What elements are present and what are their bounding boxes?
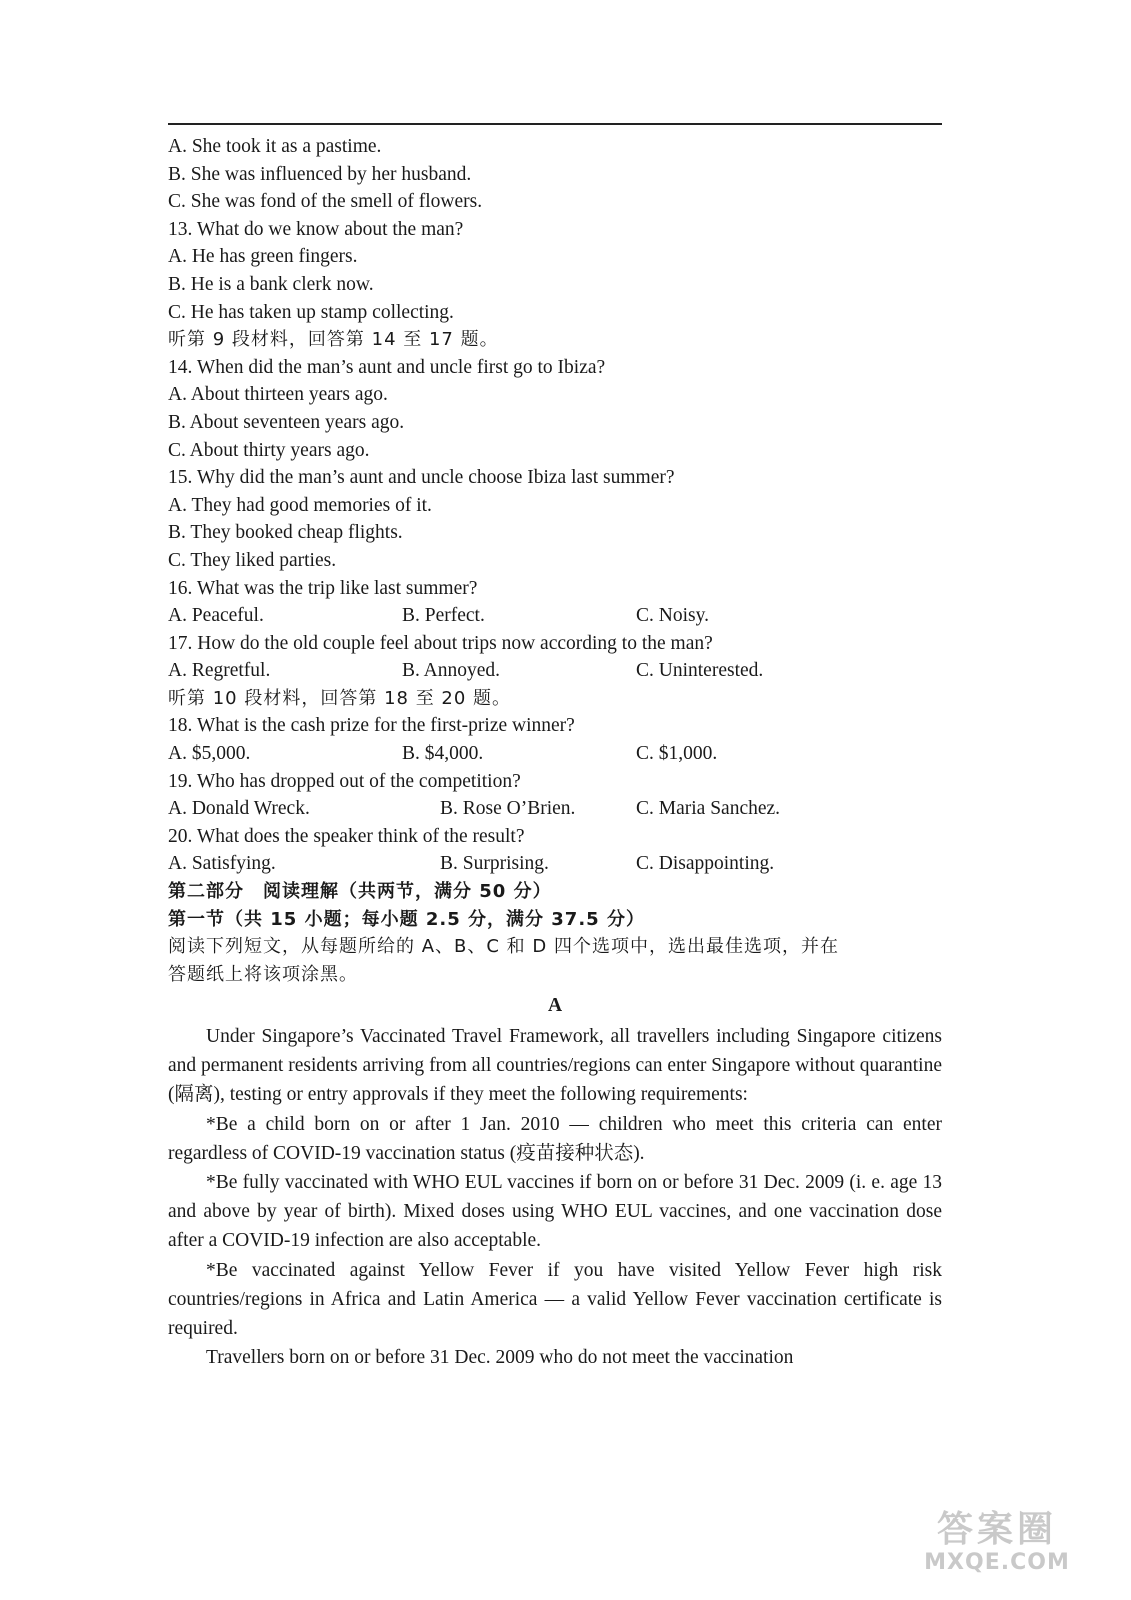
q17-question: 17. How do the old couple feel about trips now according to the man? <box>168 632 713 654</box>
header-rule <box>168 123 942 125</box>
q13-option-b: B. He is a bank clerk now. <box>168 273 374 295</box>
exam-page <box>168 133 942 1372</box>
q20-option-a: A. Satisfying. <box>168 853 276 875</box>
q19-option-a: A. Donald Wreck. <box>168 798 310 820</box>
q19-question: 19. Who has dropped out of the competition? <box>168 770 521 792</box>
passage-paragraph-4: *Be vaccinated against Yellow Fever if you have visited Yellow Fever high risk countries/regions in Africa and Latin America — a valid Yellow Fever vaccination certificate is required. <box>168 1259 942 1340</box>
q14-option-b: B. About seventeen years ago. <box>168 411 405 433</box>
q20-question: 20. What does the speaker think of the result? <box>168 825 525 847</box>
q15-option-c: C. They liked parties. <box>168 549 337 571</box>
q16-option-b: B. Perfect. <box>402 605 485 627</box>
q15-option-a: A. They had good memories of it. <box>168 494 432 516</box>
q17-option-a: A. Regretful. <box>168 660 271 682</box>
q15-question: 15. Why did the man’s aunt and uncle choose Ibiza last summer? <box>168 467 675 489</box>
part2-title: 第二部分 阅读理解（共两节，满分 50 分） <box>168 881 552 903</box>
section9-heading: 听第 9 段材料，回答第 14 至 17 题。 <box>168 329 499 351</box>
q17-options <box>168 657 942 685</box>
q14-question: 14. When did the man’s aunt and uncle first go to Ibiza? <box>168 356 606 378</box>
q18-option-a: A. $5,000. <box>168 743 251 765</box>
q19-option-b: B. Rose O’Brien. <box>440 798 576 820</box>
q14-option-c: C. About thirty years ago. <box>168 439 370 461</box>
q12-option-a: A. She took it as a pastime. <box>168 136 382 157</box>
watermark-logo-text: 答案圈 <box>936 1509 1057 1550</box>
q17-option-c: C. Uninterested. <box>636 660 764 682</box>
q13-option-c: C. He has taken up stamp collecting. <box>168 301 454 323</box>
site-watermark <box>897 1510 1097 1580</box>
passage-paragraph-2: *Be a child born on or after 1 Jan. 2010 — children who meet this criteria can enter regardless of COVID-19 vaccination status (疫苗接种状态). <box>168 1113 942 1164</box>
q18-option-b: B. $4,000. <box>402 743 484 765</box>
q18-option-c: C. $1,000. <box>636 743 718 765</box>
q16-options <box>168 602 942 630</box>
watermark-domain: MXQE.COM <box>924 1550 1070 1575</box>
q20-options <box>168 850 942 878</box>
q15-option-b: B. They booked cheap flights. <box>168 522 403 544</box>
q16-option-c: C. Noisy. <box>636 605 709 627</box>
q20-option-b: B. Surprising. <box>440 853 549 875</box>
q18-options <box>168 740 942 768</box>
q19-options <box>168 795 942 823</box>
q19-option-c: C. Maria Sanchez. <box>636 798 781 820</box>
passage-label: A <box>547 995 563 1017</box>
passage-paragraph-5: Travellers born on or before 31 Dec. 2009 who do not meet the vaccination <box>206 1347 794 1369</box>
q14-option-a: A. About thirteen years ago. <box>168 384 388 406</box>
q20-option-c: C. Disappointing. <box>636 853 775 875</box>
section1-title: 第一节（共 15 小题；每小题 2.5 分，满分 37.5 分） <box>168 908 645 930</box>
q16-question: 16. What was the trip like last summer? <box>168 577 478 599</box>
instructions-line2: 答题纸上将该项涂黑。 <box>168 963 358 985</box>
passage-paragraph-1: Under Singapore’s Vaccinated Travel Framework, all travellers including Singapore citizens and permanent residents arriving from all countries/regions can enter Singapore without quarantine (隔离), testing or entry approvals if they meet the following requirements: <box>168 1026 942 1106</box>
q13-question: 13. What do we know about the man? <box>168 218 464 240</box>
q17-option-b: B. Annoyed. <box>402 660 501 682</box>
q18-question: 18. What is the cash prize for the first-prize winner? <box>168 715 575 737</box>
q16-option-a: A. Peaceful. <box>168 605 264 627</box>
q12-option-c: C. She was fond of the smell of flowers. <box>168 191 483 213</box>
q12-option-b: B. She was influenced by her husband. <box>168 163 472 185</box>
instructions-line1: 阅读下列短文，从每题所给的 A、B、C 和 D 四个选项中，选出最佳选项，并在 <box>168 936 839 958</box>
q13-option-a: A. He has green fingers. <box>168 246 358 268</box>
section10-heading: 听第 10 段材料，回答第 18 至 20 题。 <box>168 687 512 709</box>
passage-paragraph-3: *Be fully vaccinated with WHO EUL vaccines if born on or before 31 Dec. 2009 (i. e. age 13 and above by year of birth). Mixed doses using WHO EUL vaccines, and one vaccination dose after a COVID-19 infection are also acceptable. <box>168 1172 942 1252</box>
